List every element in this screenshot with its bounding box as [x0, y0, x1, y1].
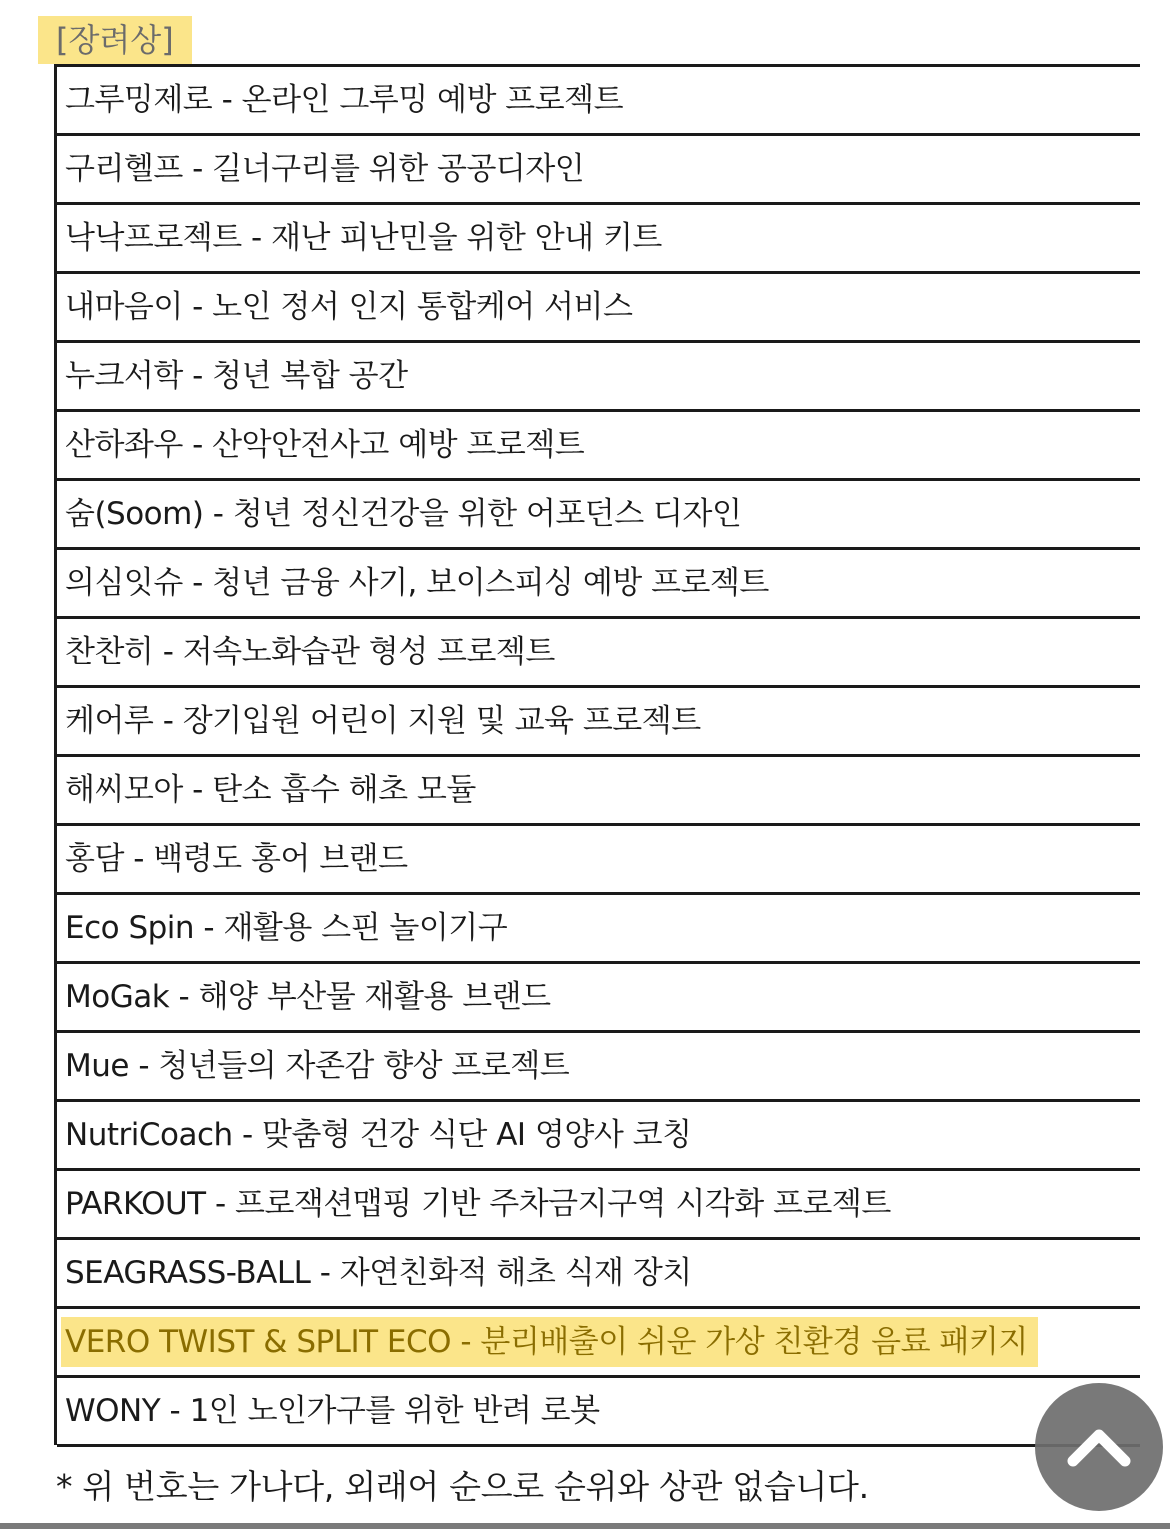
list-item [57, 685, 1140, 754]
list-item [57, 1237, 1140, 1306]
list-item [57, 202, 1140, 271]
list-item [57, 64, 1140, 133]
list-item [57, 961, 1140, 1030]
award-list [54, 64, 1140, 1445]
award-label: 그루밍제로 - 온라인 그루밍 예방 프로젝트 [65, 82, 624, 118]
award-label: 의심잇슈 - 청년 금융 사기, 보이스피싱 예방 프로젝트 [65, 565, 769, 601]
list-item [57, 1168, 1140, 1237]
award-label: 케어루 - 장기입원 어린이 지원 및 교육 프로젝트 [65, 703, 701, 739]
award-label: NutriCoach - 맞춤형 건강 식단 AI 영양사 코칭 [65, 1117, 692, 1153]
list-item [57, 478, 1140, 547]
list-item [57, 892, 1140, 961]
list-item-highlighted [57, 1306, 1140, 1375]
award-label: 내마음이 - 노인 정서 인지 통합케어 서비스 [65, 289, 633, 325]
award-label: PARKOUT - 프로잭션맵핑 기반 주차금지구역 시각화 프로젝트 [65, 1186, 891, 1222]
list-item [57, 409, 1140, 478]
list-item [57, 271, 1140, 340]
award-label: 구리헬프 - 길너구리를 위한 공공디자인 [65, 151, 585, 187]
award-label: 찬찬히 - 저속노화습관 형성 프로젝트 [65, 634, 555, 670]
footnote: * 위 번호는 가나다, 외래어 순으로 순위와 상관 없습니다. [56, 1467, 869, 1506]
award-label: Mue - 청년들의 자존감 향상 프로젝트 [65, 1048, 570, 1084]
list-item [57, 1030, 1140, 1099]
chevron-up-icon [1067, 1427, 1131, 1467]
award-label: Eco Spin - 재활용 스핀 놀이기구 [65, 910, 508, 946]
award-label: 산하좌우 - 산악안전사고 예방 프로젝트 [65, 427, 585, 463]
list-item [57, 616, 1140, 685]
list-item [57, 133, 1140, 202]
award-label: MoGak - 해양 부산물 재활용 브랜드 [65, 979, 551, 1015]
list-item [57, 340, 1140, 409]
award-label: 해씨모아 - 탄소 흡수 해초 모듈 [65, 772, 476, 808]
list-item [57, 823, 1140, 892]
list-item [57, 547, 1140, 616]
award-label: 낙낙프로젝트 - 재난 피난민을 위한 안내 키트 [65, 220, 662, 256]
category-tag: [장려상] [38, 16, 192, 64]
award-label: WONY - 1인 노인가구를 위한 반려 로봇 [65, 1393, 600, 1429]
bottom-divider [0, 1523, 1170, 1529]
award-label: 숨(Soom) - 청년 정신건강을 위한 어포던스 디자인 [65, 496, 742, 532]
award-label: VERO TWIST & SPLIT ECO - 분리배출이 쉬운 가상 친환경 음료 패키지 [61, 1317, 1038, 1367]
scroll-to-top-button[interactable] [1035, 1383, 1163, 1511]
list-item [57, 1099, 1140, 1168]
award-label: 누크서학 - 청년 복합 공간 [65, 358, 408, 394]
award-label: 홍담 - 백령도 홍어 브랜드 [65, 841, 408, 877]
list-item [57, 754, 1140, 823]
award-label: SEAGRASS-BALL - 자연친화적 해초 식재 장치 [65, 1255, 692, 1291]
list-item [57, 1375, 1140, 1447]
